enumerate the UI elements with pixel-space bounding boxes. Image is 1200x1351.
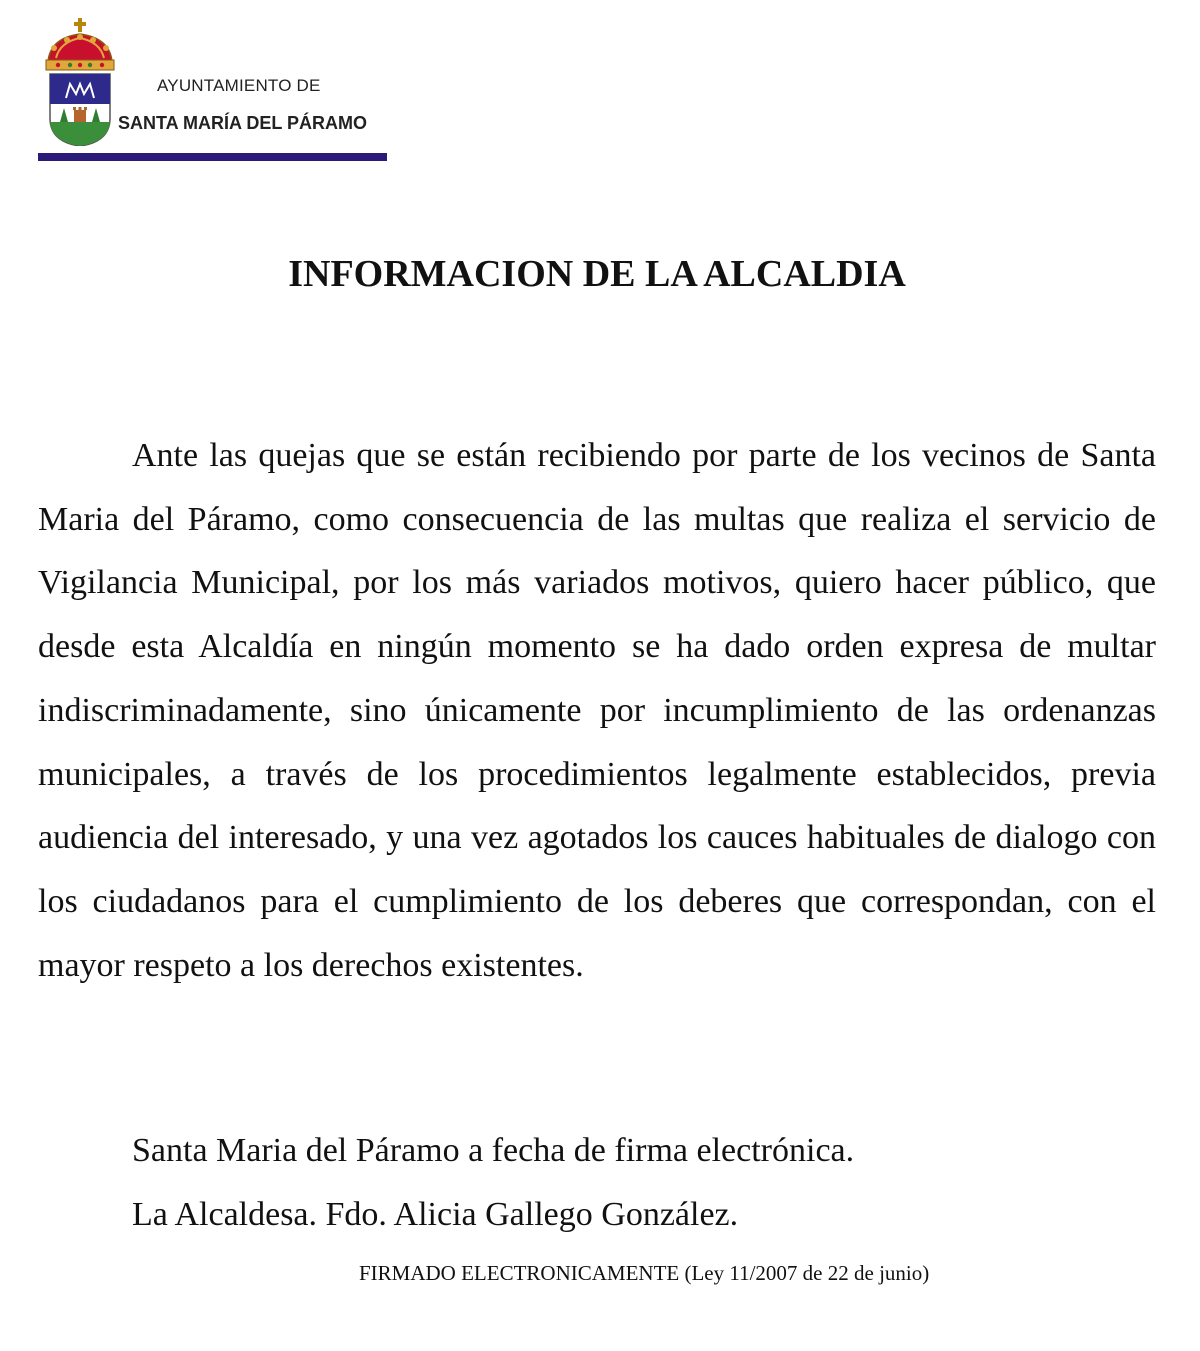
coat-of-arms-logo — [40, 18, 120, 146]
place-and-date: Santa Maria del Páramo a fecha de firma electrónica. — [132, 1132, 855, 1169]
body-paragraph: Ante las quejas que se están recibiendo por parte de los vecinos de Santa Maria del Páramo, como consecuencia de las multas que realiza el servicio de Vigilancia Municipal, por los más variados motivos, quiero hacer público, que desde esta Alcaldía en ningún momento se ha dado orden expresa de multar indiscriminadamente, sino únicamente por incumplimiento de las ordenanzas municipales, a través de los procedimientos legalmente establecidos, previa audiencia del interesado, y una vez agotados los cauces habituales de dialogo con los ciudadanos para el cumplimiento de los deberes que correspondan, con el mayor respeto a los derechos existentes. — [38, 437, 1156, 984]
electronic-signature-note: FIRMADO ELECTRONICAMENTE (Ley 11/2007 de 22 de junio) — [359, 1261, 930, 1285]
signature-line: La Alcaldesa. Fdo. Alicia Gallego González. — [132, 1196, 739, 1233]
organization-name: SANTA MARÍA DEL PÁRAMO — [118, 113, 367, 133]
document-title: INFORMACION DE LA ALCALDIA — [288, 253, 906, 295]
letterhead-rule — [38, 153, 387, 161]
organization-prefix: AYUNTAMIENTO DE — [157, 76, 321, 95]
letterhead — [38, 14, 387, 162]
